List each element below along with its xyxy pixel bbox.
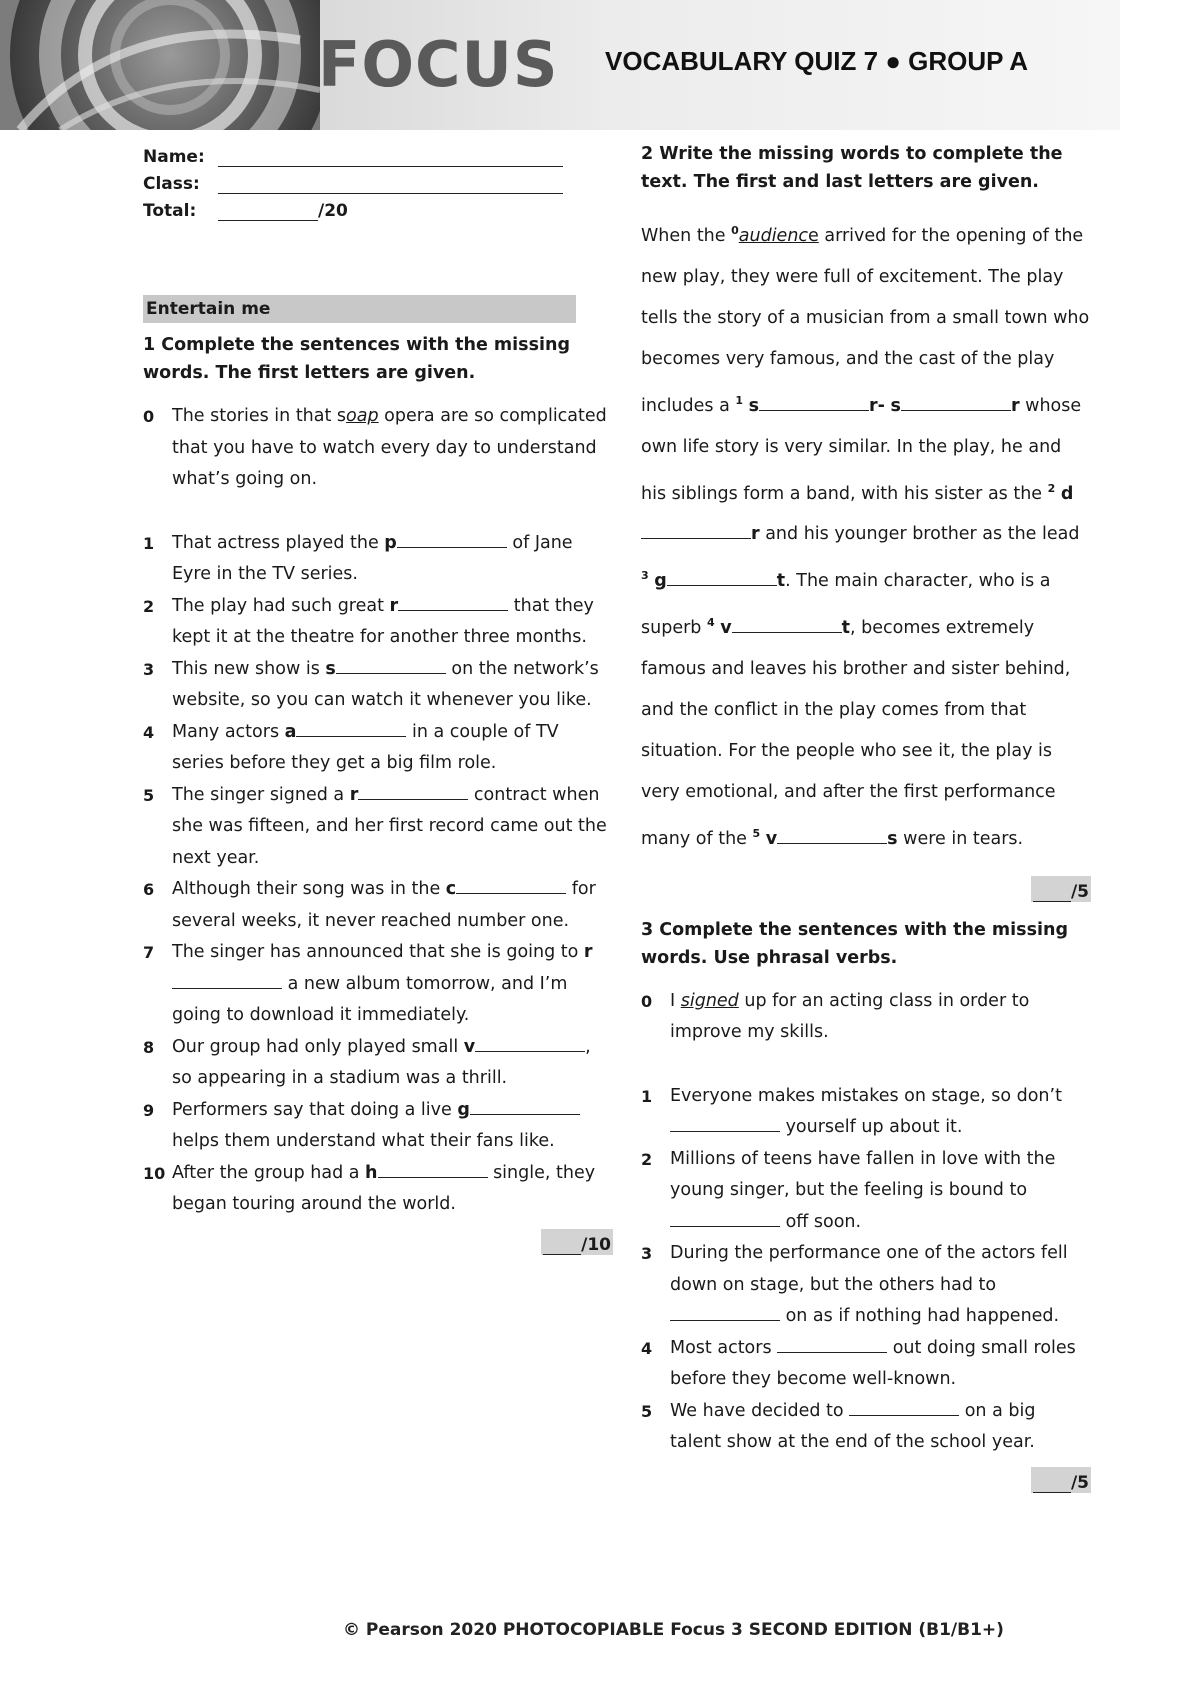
item-text: for several weeks, it never reached number one. <box>172 879 596 931</box>
answer-gap[interactable] <box>777 1334 887 1353</box>
item-body <box>670 1144 1091 1239</box>
text-part: were in tears. <box>897 828 1024 849</box>
exercise-1-item <box>143 1158 613 1221</box>
gap-first-letter: v <box>720 618 732 639</box>
item-text: Although their song was in the <box>172 879 446 899</box>
item-body <box>670 1081 1091 1144</box>
example-last-letter: e <box>808 225 819 246</box>
item-body <box>172 937 613 1032</box>
answer-gap[interactable] <box>398 592 508 611</box>
name-row <box>143 140 613 167</box>
item-text: on the network’s website, so you can watch it whenever you like. <box>172 658 599 710</box>
item-text: opera are so complicated that you have to watch every day to understand what’s going on. <box>172 406 607 489</box>
item-text: I <box>670 990 681 1011</box>
gap-first-letter: g <box>457 1099 470 1120</box>
item-body <box>172 591 613 654</box>
total-max: /20 <box>318 201 348 221</box>
gap-first-letter: p <box>384 532 397 553</box>
gap-last-letter: s <box>887 828 898 849</box>
exercise-3-item <box>641 1144 1091 1239</box>
exercise-1-item <box>143 1095 613 1158</box>
exercise-1-item <box>143 874 613 937</box>
answer-gap[interactable] <box>849 1397 959 1416</box>
text-part: . The main character, who is a superb <box>641 571 1051 639</box>
gap-1b[interactable] <box>901 392 1011 411</box>
gap-first-letter: s <box>748 395 760 416</box>
focus-logo: FOCUS <box>318 28 559 101</box>
item-number: 2 <box>143 596 155 616</box>
item-text: The stories in that <box>172 406 337 426</box>
exercise-1-item <box>143 717 613 780</box>
item-text: yourself up about it. <box>780 1117 963 1138</box>
item-text: helps them understand what their fans like. <box>172 1131 555 1151</box>
item-number: 8 <box>143 1037 155 1057</box>
item-text: We have decided to <box>670 1400 850 1421</box>
item-number: 10 <box>143 1163 166 1183</box>
gap-first-letter: c <box>445 879 457 899</box>
item-text: After the group had a <box>172 1162 366 1183</box>
gap-number: 1 <box>735 393 744 407</box>
item-text: The singer has announced that she is going to <box>172 942 584 962</box>
example-answer: audienc <box>738 225 809 246</box>
item-body <box>172 528 613 591</box>
exercise-1-instruction: 1 Complete the sentences with the missing words. The first letters are given. <box>143 335 570 383</box>
gap-number: 5 <box>752 827 761 841</box>
gap-5[interactable] <box>777 825 887 844</box>
total-field[interactable] <box>218 202 318 221</box>
exercise-1-item <box>143 780 613 875</box>
item-number: 7 <box>143 943 155 962</box>
item-number: 3 <box>143 659 155 679</box>
item-text: The play had such great <box>172 595 390 616</box>
score-max: /10 <box>581 1234 611 1255</box>
item-text: contract when she was fifteen, and her first record came out the next year. <box>172 784 607 868</box>
text-part: When the <box>641 225 732 246</box>
answer-gap[interactable] <box>670 1302 780 1321</box>
answer-gap[interactable] <box>397 529 507 548</box>
exercise-3-item <box>641 1081 1091 1144</box>
item-body <box>172 717 613 780</box>
name-label: Name: <box>143 147 205 167</box>
exercise-1-score <box>143 1229 613 1255</box>
item-number: 1 <box>143 533 155 553</box>
item-number: 0 <box>641 991 653 1011</box>
item-number: 9 <box>143 1100 155 1120</box>
exercise-1-item <box>143 1032 613 1095</box>
gap-last-letter: r <box>751 524 760 545</box>
gap-first-letter: v <box>765 828 778 849</box>
exercise-1-item <box>143 528 613 591</box>
text-part: , becomes extremely famous and leaves his brother and sister behind, and the conflict in the play comes from that situation. For the people who see it, the play is very emotional, and after the first performance many of the <box>641 618 1071 849</box>
item-number: 4 <box>143 722 155 742</box>
exercise-3-score <box>641 1467 1091 1493</box>
gap-first-letter: r <box>389 595 399 616</box>
example-answer: oap <box>346 406 379 426</box>
answer-gap[interactable] <box>378 1159 488 1178</box>
gap-last-letter: t <box>776 571 786 592</box>
total-row <box>143 194 613 221</box>
answer-gap[interactable] <box>470 1096 580 1115</box>
item-text: That actress played the <box>172 532 385 553</box>
gap-first-letter: r <box>583 942 593 962</box>
gap-last-letter: r <box>1010 395 1020 416</box>
example-first-letter: s <box>336 406 347 426</box>
item-number: 3 <box>641 1244 653 1264</box>
class-row <box>143 167 613 194</box>
item-text: Many actors <box>172 721 285 742</box>
gap-first-letter: a <box>284 721 297 742</box>
right-column <box>641 140 1091 1493</box>
exercise-3-instruction: 3 Complete the sentences with the missing words. Use phrasal verbs. <box>641 919 1068 968</box>
score-field[interactable] <box>1033 1472 1071 1493</box>
gap-first-letter: r <box>349 784 359 805</box>
item-body <box>172 780 613 875</box>
answer-gap[interactable] <box>296 718 406 737</box>
item-number: 6 <box>143 880 155 899</box>
exercise-2-text <box>641 210 1091 860</box>
item-text: During the performance one of the actors fell down on stage, but the others had to <box>670 1243 1068 1295</box>
answer-gap[interactable] <box>336 655 446 674</box>
gap-4[interactable] <box>732 614 842 633</box>
item-body <box>670 1238 1091 1333</box>
text-part: arrived for the opening of the new play, they were full of excitement. The play tells the story of a musician from a small town who becomes very famous, and the cast of the play includes a <box>641 225 1090 416</box>
item-body <box>670 1396 1091 1459</box>
answer-gap[interactable] <box>456 875 566 894</box>
page-header <box>0 0 1120 130</box>
gap-first-letter: s <box>890 395 901 416</box>
exercise-1-list <box>143 528 613 1221</box>
class-label: Class: <box>143 174 200 194</box>
exercise-3-item <box>641 1396 1091 1459</box>
exercise-3-item <box>641 1238 1091 1333</box>
gap-first-letter: d <box>1060 483 1074 504</box>
gap-2[interactable] <box>641 520 751 539</box>
gap-1a[interactable] <box>759 392 869 411</box>
left-column <box>143 140 613 1255</box>
item-text: Everyone makes mistakes on stage, so don’t <box>670 1085 1062 1106</box>
exercise-1-item <box>143 937 613 1032</box>
gap-3[interactable] <box>667 567 777 586</box>
item-text: out doing small roles before they become well-known. <box>670 1337 1076 1390</box>
item-body <box>172 654 613 717</box>
score-field[interactable] <box>543 1234 581 1255</box>
answer-gap[interactable] <box>358 781 468 800</box>
item-body <box>172 874 613 937</box>
score-field[interactable] <box>1033 881 1071 902</box>
item-text: that they kept it at the theatre for another three months. <box>172 595 594 647</box>
item-text: The singer signed a <box>172 784 350 805</box>
exercise-1-item <box>143 591 613 654</box>
section-title: Entertain me <box>143 295 576 323</box>
item-text: Performers say that doing a live <box>172 1099 458 1120</box>
text-part: whose own life story is very similar. In the play, he and his siblings form a band, with his sister as the <box>641 395 1082 504</box>
item-body <box>172 1158 613 1221</box>
gap-first-letter: h <box>365 1162 378 1183</box>
item-number: 0 <box>143 407 155 426</box>
item-number: 5 <box>143 785 155 805</box>
exercise-1-items <box>143 401 613 1221</box>
class-field[interactable] <box>218 175 563 194</box>
item-body <box>172 1032 613 1095</box>
exercise-1-example <box>143 401 613 496</box>
name-field[interactable] <box>218 148 563 167</box>
item-number: 2 <box>641 1149 653 1169</box>
exercise-3-item <box>641 1333 1091 1396</box>
swirl-logo-graphic <box>0 0 320 130</box>
item-text: on as if nothing had happened. <box>780 1306 1060 1327</box>
gap-number: 4 <box>706 616 715 630</box>
example-answer: signed <box>680 990 739 1011</box>
total-label: Total: <box>143 201 197 221</box>
item-body <box>172 1095 613 1158</box>
score-max: /5 <box>1070 881 1089 902</box>
gap-last-letter: r- <box>869 395 885 416</box>
gap-number: 0 <box>731 224 739 237</box>
item-text: of Jane Eyre in the TV series. <box>172 532 573 584</box>
item-text: off soon. <box>780 1211 862 1232</box>
item-number: 4 <box>641 1338 653 1358</box>
exercise-3-list <box>641 1081 1091 1459</box>
page-footer: © Pearson 2020 PHOTOCOPIABLE Focus 3 SECOND EDITION (B1/B1+) <box>343 1620 1004 1640</box>
item-text: Our group had only played small <box>172 1036 464 1057</box>
gap-first-letter: g <box>654 571 667 592</box>
answer-gap[interactable] <box>670 1208 780 1227</box>
gap-first-letter: v <box>463 1036 476 1057</box>
quiz-title: VOCABULARY QUIZ 7 ● GROUP A <box>605 46 1029 76</box>
item-text: Most actors <box>670 1337 778 1358</box>
exercise-2-score <box>641 876 1091 902</box>
score-max: /5 <box>1070 1472 1089 1493</box>
item-text: up for an acting class in order to improve my skills. <box>670 990 1030 1043</box>
answer-gap[interactable] <box>670 1113 780 1132</box>
item-text: a new album tomorrow, and I’m going to download it immediately. <box>172 973 568 1025</box>
item-text: This new show is <box>172 658 326 679</box>
exercise-2-instruction: 2 Write the missing words to complete the text. The first and last letters are given. <box>641 144 1063 192</box>
item-number: 5 <box>641 1401 653 1421</box>
gap-last-letter: t <box>841 618 850 639</box>
item-text: single, they began touring around the world. <box>172 1162 596 1214</box>
exercise-3-items <box>641 986 1091 1459</box>
item-body <box>670 1333 1091 1396</box>
exercise-1-item <box>143 654 613 717</box>
item-text: Millions of teens have fallen in love with the young singer, but the feeling is bound to <box>670 1148 1056 1201</box>
item-text: , so appearing in a stadium was a thrill. <box>172 1036 591 1088</box>
answer-gap[interactable] <box>475 1033 585 1052</box>
gap-number: 2 <box>1047 481 1056 495</box>
exercise-3-example <box>641 986 1091 1049</box>
text-part: and his younger brother as the lead <box>759 524 1080 545</box>
item-text: on a big talent show at the end of the school year. <box>670 1400 1036 1453</box>
answer-gap[interactable] <box>172 970 282 989</box>
gap-first-letter: s <box>325 658 336 679</box>
item-number: 1 <box>641 1086 653 1106</box>
gap-number: 3 <box>641 569 649 583</box>
item-text: in a couple of TV series before they get a big film role. <box>172 721 559 773</box>
